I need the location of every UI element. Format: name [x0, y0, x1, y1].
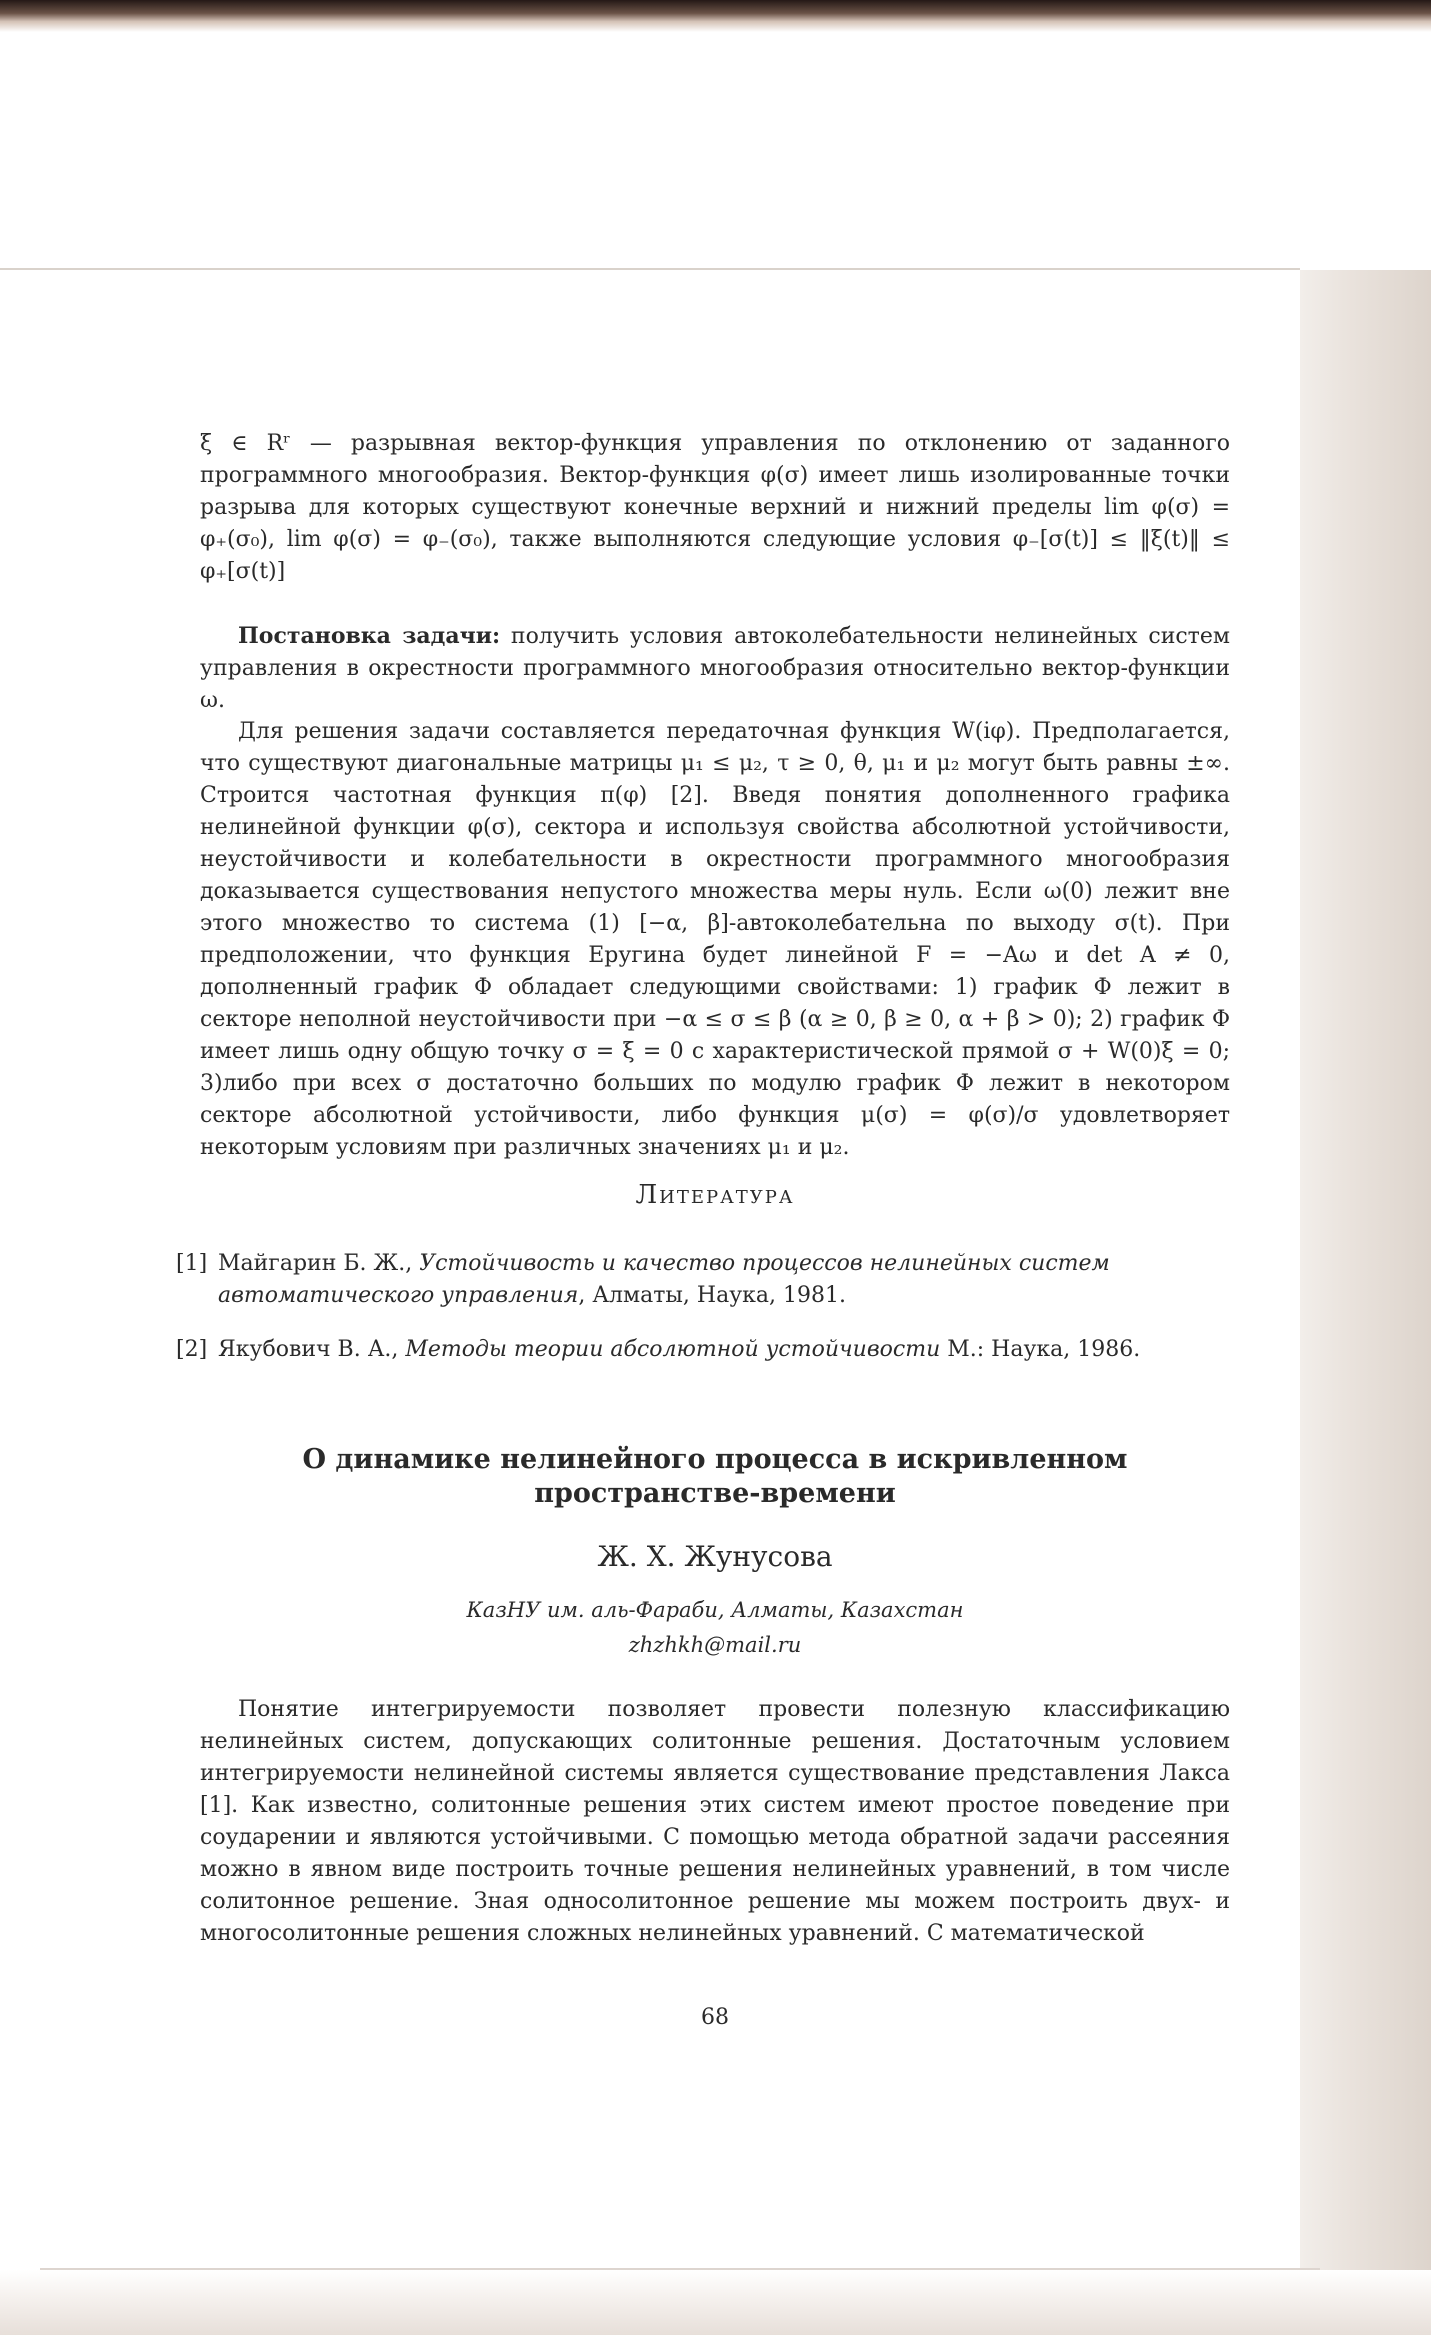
paragraph-continued: ξ ∈ Rʳ — разрывная вектор-функция управления по отклонению от заданного программного многообразия. Вектор-функция φ(σ) имеет лишь изолированные точки разрыва для которых существуют конечные верхний и нижний пределы lim φ(σ) = φ₊(σ₀), lim φ(σ) = φ₋(σ₀), также выполняются следующие условия φ₋[σ(t)] ≤ ‖ξ(t)‖ ≤ φ₊[σ(t)] — [200, 431, 1230, 584]
paragraph-solution: Для решения задачи составляется передаточная функция W(iφ). Предполагается, что существуют диагональные матрицы μ₁ ≤ μ₂, τ ≥ 0, θ, μ₁ и μ₂ могут быть равны ±∞. Строится частотная функция π(φ) [2]. Введя понятия дополненного графика нелинейной функции φ(σ), сектора и используя свойства абсолютной устойчивости, неустойчивости и колебательности в окрестности программного многообразия доказывается существования непустого множества меры нуль. Если ω(0) лежит вне этого множество то система (1) [−α, β]-автоколебательна по выходу σ(t). При предположении, что функция Еругина будет линейной F = −Aω и det A ≠ 0, дополненный график Φ обладает следующими свойствами: 1) график Φ лежит в секторе неполной неустойчивости при −α ≤ σ ≤ β (α ≥ 0, β ≥ 0, α + β > 0); 2) график Φ имеет лишь одну общую точку σ = ξ = 0 с характеристической прямой σ + W(0)ξ = 0; 3)либо при всех σ достаточно больших по модулю график Φ лежит в некотором секторе абсолютной устойчивости, либо функция μ(σ) = φ(σ)/σ удовлетворяет некоторым условиям при различных значениях μ₁ и μ₂. — [200, 719, 1230, 1160]
reference-number: [2] — [176, 1337, 208, 1362]
problem-text: получить условия автоколебательности нелинейных систем управления в окрестности программного многообразия относительно вектор-функции ω. — [200, 624, 1230, 713]
problem-statement — [200, 620, 1230, 717]
reference-item — [176, 1334, 1228, 1366]
reference-details: М.: Наука, 1986. — [940, 1337, 1141, 1362]
problem-label: Постановка задачи: — [238, 623, 501, 649]
references-heading: Литература — [635, 1180, 795, 1210]
page-number: 68 — [701, 2005, 729, 2030]
reference-title: Устойчивость и качество процессов нелинейных систем автоматического управления — [218, 1251, 1110, 1308]
reference-author: Якубович В. А., — [218, 1337, 406, 1362]
reference-item — [176, 1248, 1228, 1312]
article-email: zhzhkh@mail.ru — [628, 1633, 802, 1657]
reference-author: Майгарин Б. Ж., — [218, 1251, 420, 1276]
reference-title: Методы теории абсолютной устойчивости — [405, 1337, 941, 1362]
reference-number: [1] — [176, 1251, 208, 1276]
article-author: Ж. Х. Жунусова — [597, 1540, 833, 1573]
article-title-line1: О динамике нелинейного процесса в искривленном — [302, 1444, 1128, 1475]
article-affiliation: КазНУ им. аль-Фараби, Алматы, Казахстан — [466, 1598, 964, 1622]
article-title-line2: пространстве-времени — [534, 1478, 896, 1509]
reference-details: , Алматы, Наука, 1981. — [578, 1283, 846, 1308]
article-abstract: Понятие интегрируемости позволяет провести полезную классификацию нелинейных систем, допускающих солитонные решения. Достаточным условием интегрируемости нелинейной системы является существование представления Лакса [1]. Как известно, солитонные решения этих систем имеют простое поведение при соударении и являются устойчивыми. С помощью метода обратной задачи рассеяния можно в явном виде построить точные решения нелинейных уравнений, в том числе солитонное решение. Зная односолитонное решение мы можем построить двух- и многосолитонные решения сложных нелинейных уравнений. С математической — [200, 1697, 1230, 1946]
